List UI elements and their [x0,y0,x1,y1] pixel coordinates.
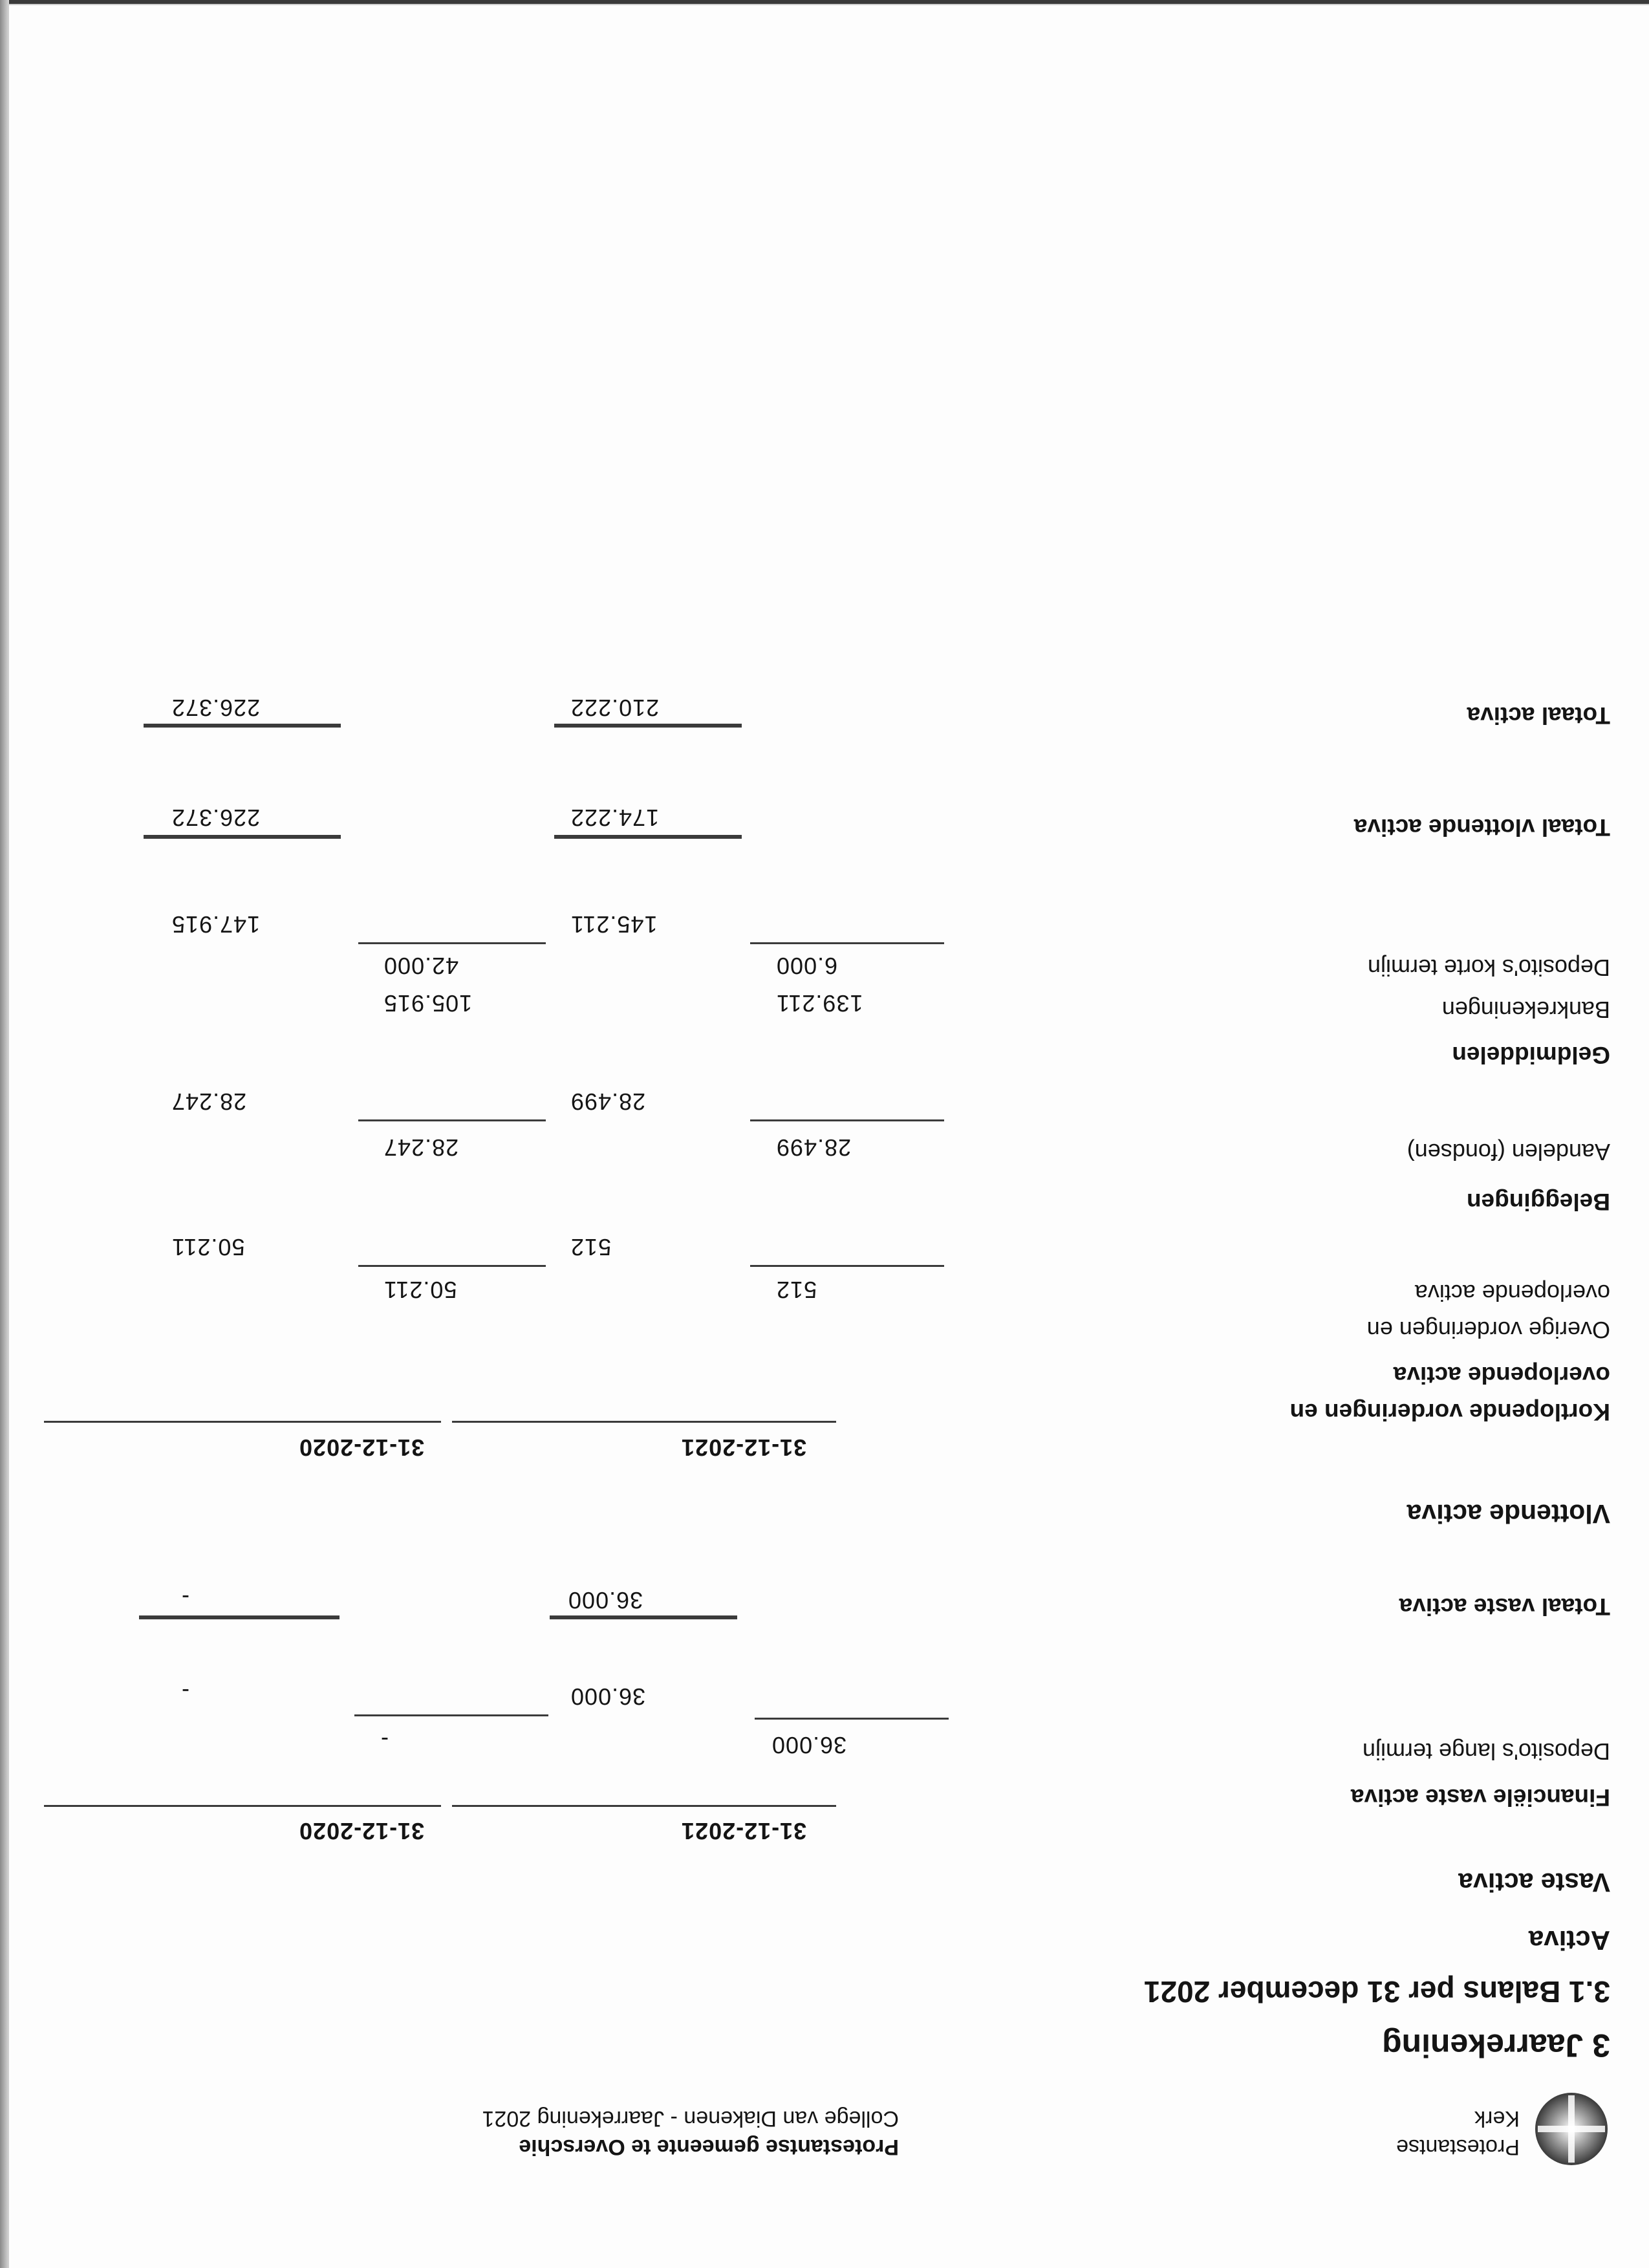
totaal-vaste-activa-2020: - [181,1585,189,1612]
line-item-label: Bankrekeningen [1441,997,1610,1023]
chapter-title: 3 Jaarrekening [1382,2027,1610,2064]
line-item-value-2021: 6.000 [776,953,838,979]
subtotal-rule-2021 [750,942,944,944]
geldmiddelen-title: Geldmiddelen [1452,1042,1610,1068]
kortlopende-vorderingen-title: Kortlopende vorderingen en [1289,1399,1610,1425]
line-item-value-2021: 139.211 [776,990,863,1017]
line-item-label: Deposito's korte termijn [1367,955,1610,981]
subtotal-value-2020: - [181,1679,189,1705]
totaal-activa-2020: 226.372 [171,695,261,721]
subtotal-rule-2020 [358,942,546,944]
activa-title: Activa [1528,1925,1610,1956]
subtotal-value-2020: 147.915 [171,911,261,938]
subtotal-value-2021: 145.211 [570,911,658,938]
line-item-value-2021: 36.000 [771,1732,847,1758]
line-item-value-2020: 50.211 [383,1277,457,1303]
protestantse-kerk-logo-icon [1533,2090,1610,2168]
line-item-value-2020: 105.915 [383,990,473,1017]
totaal-vlottende-activa-2020: 226.372 [171,805,261,831]
total-rule-2020 [139,1615,339,1619]
total-rule-2020 [144,835,341,839]
total-rule-2020 [144,724,341,728]
vaste-activa-title: Vaste activa [1458,1868,1610,1897]
header-rule-2020 [44,1421,441,1423]
header-rule-2021 [452,1421,836,1423]
subtotal-rule-2020 [354,1714,548,1716]
rotated-content [9,5,1649,2268]
subtotal-value-2020: 28.247 [171,1088,247,1115]
total-rule-2021 [554,835,742,839]
header-rule-2021 [452,1805,836,1807]
line-item-value-2020: - [380,1727,389,1754]
subtotal-rule-2021 [750,1119,944,1121]
col-header-2021: 31-12-2021 [681,1434,807,1461]
subtotal-value-2021: 36.000 [570,1683,646,1710]
col-header-2020: 31-12-2020 [299,1818,425,1844]
subtotal-value-2021: 28.499 [570,1088,646,1115]
header-rule-2020 [44,1805,441,1807]
document-title: College van Diakenen - Jaarrekening 2021 [482,2106,899,2131]
subtotal-rule-2020 [358,1265,546,1267]
subtotal-value-2020: 50.211 [171,1234,245,1260]
scan-top-edge [0,0,1649,5]
line-item-value-2021: 28.499 [776,1134,852,1161]
vlottende-activa-title: Vlottende activa [1406,1499,1610,1529]
line-item-value-2021: 512 [776,1277,817,1303]
totaal-vlottende-activa-label: Totaal vlottende activa [1353,814,1610,841]
subtotal-rule-2021 [750,1265,944,1267]
line-item-label-2: overlopende activa [1414,1280,1610,1306]
logo-line-1: Protestantse [1396,2135,1520,2159]
line-item-label: Aandelen (fondsen) [1406,1139,1610,1165]
total-rule-2021 [550,1615,737,1619]
totaal-activa-label: Totaal activa [1467,702,1610,729]
line-item-value-2020: 42.000 [383,953,459,979]
subtotal-rule-2020 [358,1119,546,1121]
totaal-vlottende-activa-2021: 174.222 [570,805,660,831]
subtotal-value-2021: 512 [570,1234,612,1260]
total-rule-2021 [554,724,742,728]
line-item-label: Deposito's lange termijn [1362,1738,1610,1765]
totaal-activa-2021: 210.222 [570,695,660,721]
beleggingen-title: Beleggingen [1466,1189,1610,1215]
document-page [9,5,1649,2268]
scan-left-edge [0,0,9,2268]
col-header-2021: 31-12-2021 [681,1818,807,1844]
totaal-vaste-activa-label: Totaal vaste activa [1399,1593,1610,1620]
kortlopende-vorderingen-title-2: overlopende activa [1393,1362,1610,1388]
subtotal-rule-2021 [755,1718,949,1720]
col-header-2020: 31-12-2020 [299,1434,425,1461]
line-item-value-2020: 28.247 [383,1134,459,1161]
financiele-vaste-activa-title: Financiële vaste activa [1350,1784,1610,1811]
line-item-label: Overige vorderingen en [1366,1317,1610,1343]
totaal-vaste-activa-2021: 36.000 [568,1587,643,1614]
logo-line-2: Kerk [1474,2106,1520,2131]
organization-name: Protestantse gemeente te Overschie [519,2135,899,2159]
section-title: 3.1 Balans per 31 december 2021 [1143,1975,1610,2009]
